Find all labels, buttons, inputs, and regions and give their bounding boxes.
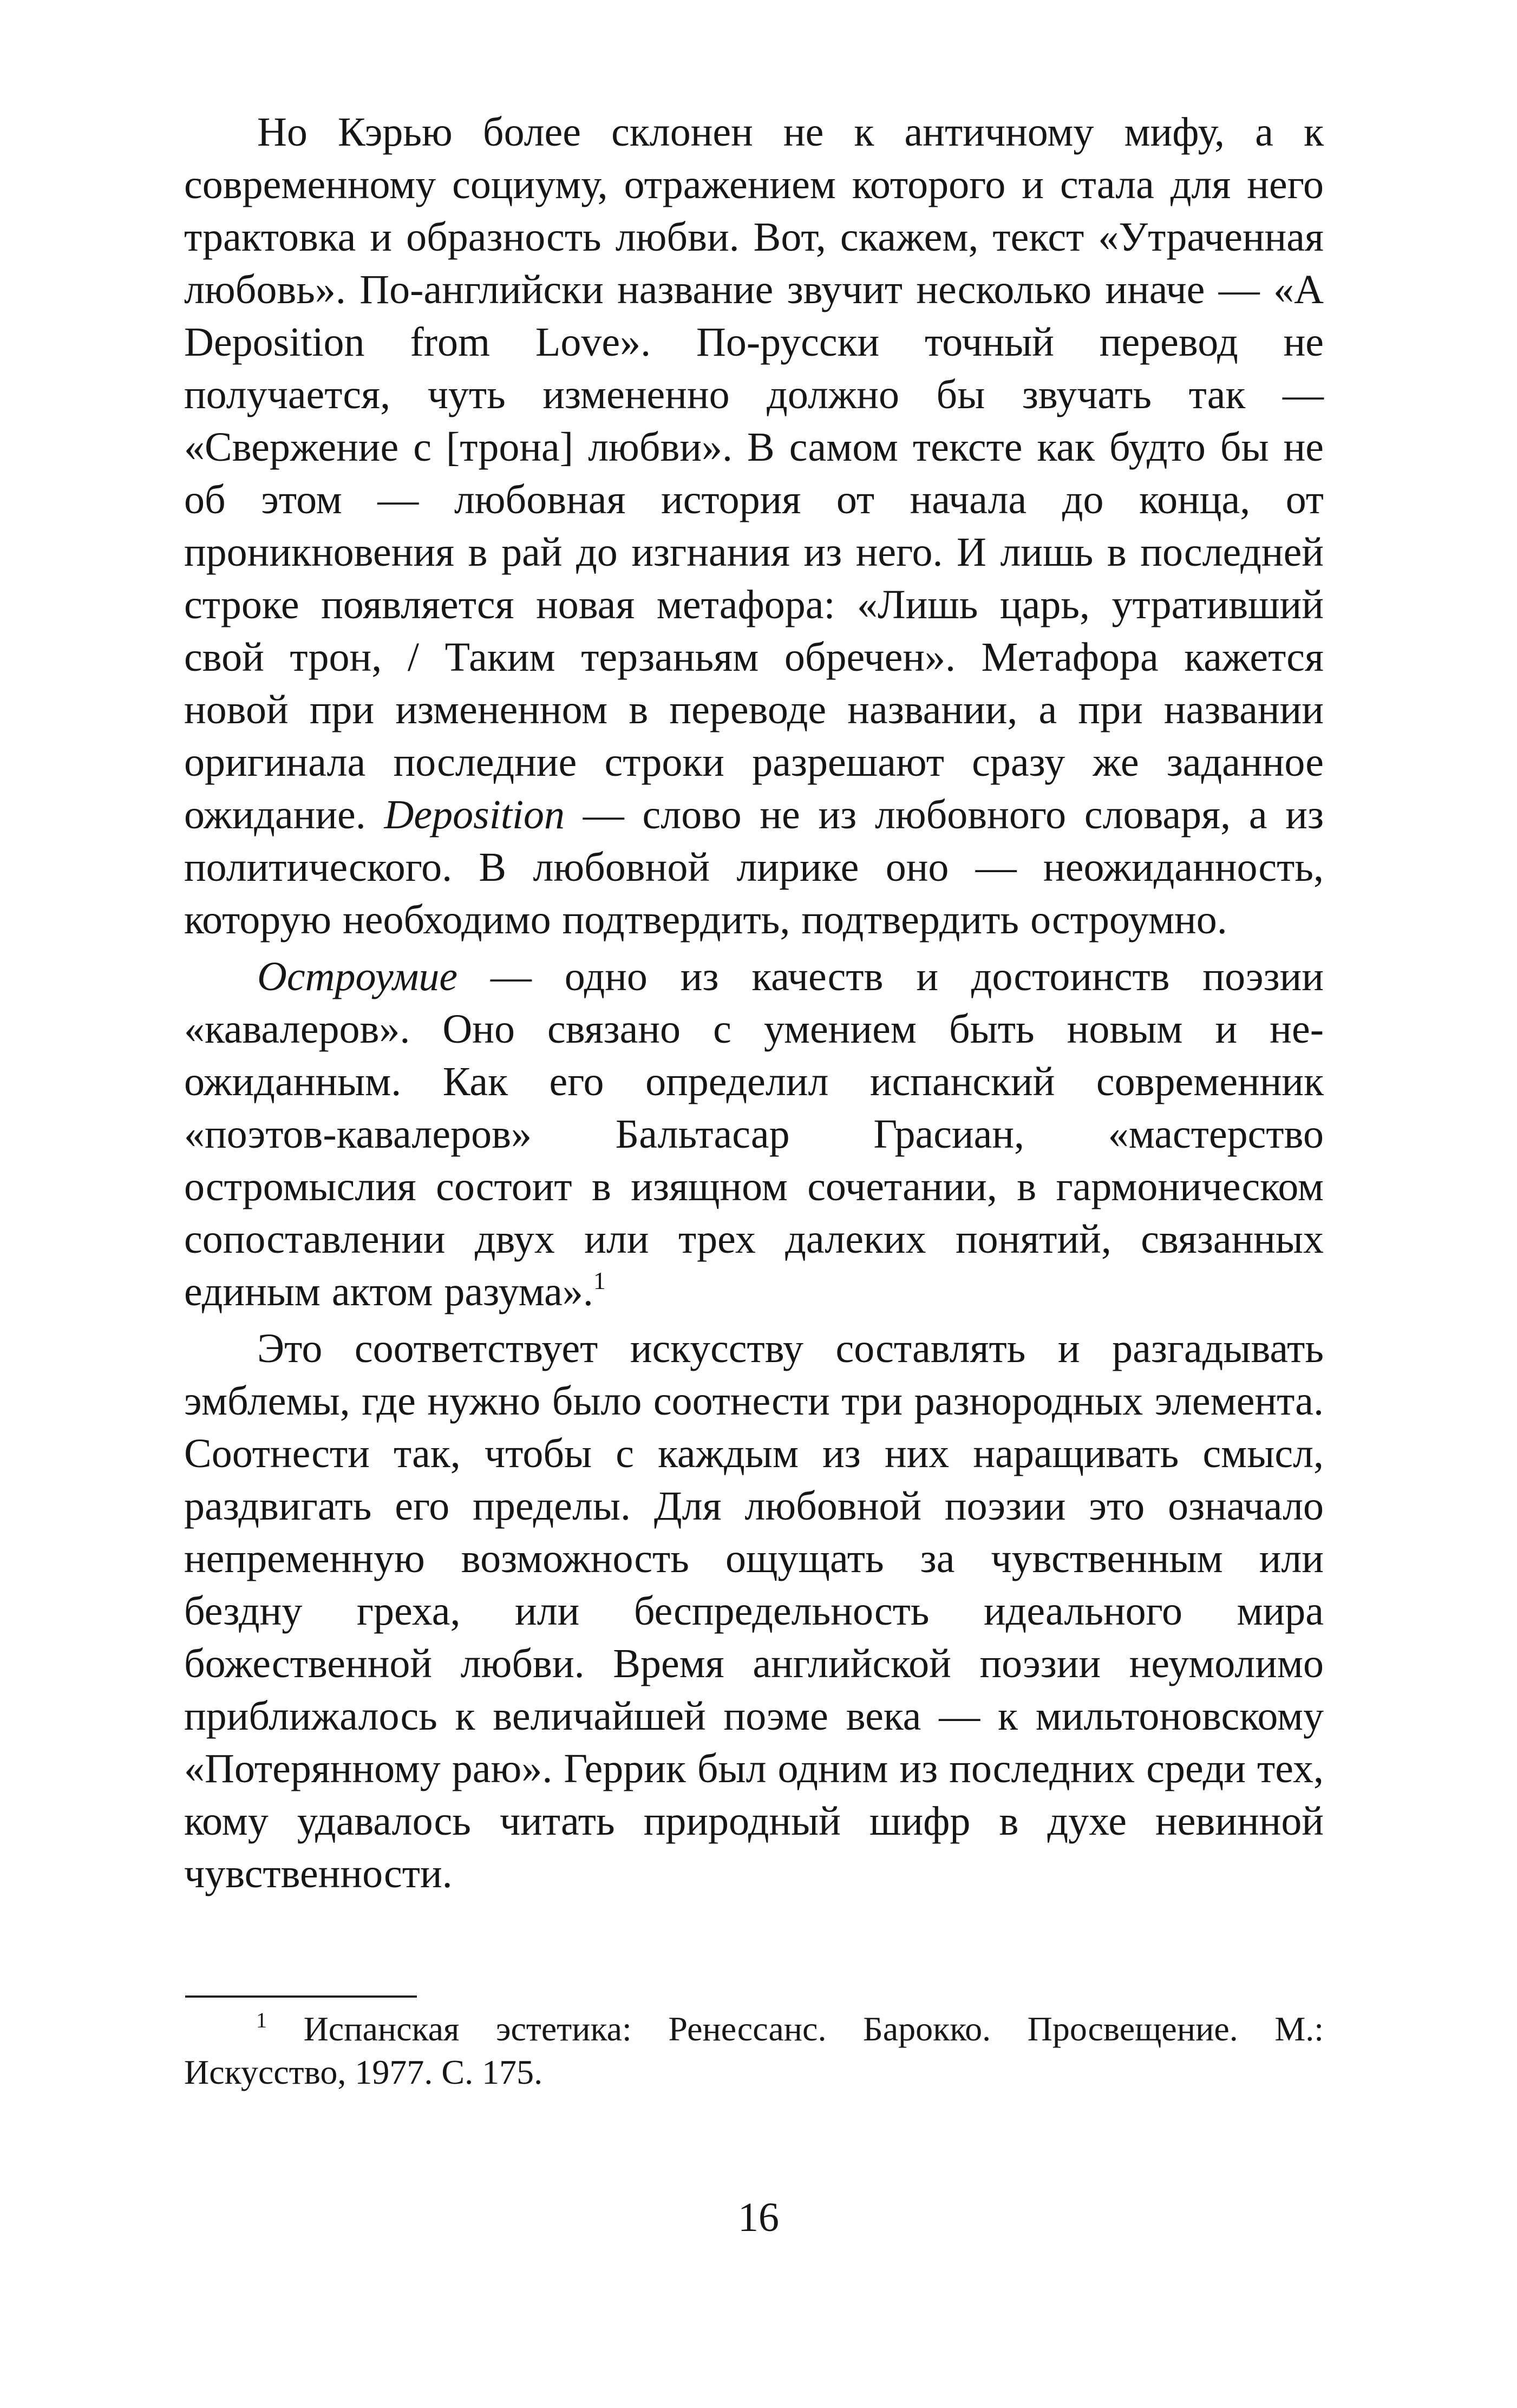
footnote-divider	[185, 1995, 417, 1998]
footnote-number: 1	[256, 2008, 267, 2032]
paragraph-1-text-2: — слово не из любовного словаря, а из политического. В любовной лирике оно — неожиданность, которую необходимо подтвердить, подтвердить остроумно.	[184, 792, 1324, 943]
paragraph-emblems	[184, 1323, 1324, 1900]
footnote	[184, 2007, 1324, 2094]
paragraph-carew-deposition	[184, 106, 1324, 946]
page-number: 16	[738, 2195, 779, 2240]
paragraph-2-text: — одно из качеств и достоинств поэзии «кавалеров». Оно связано с умением быть новым и неожиданным. Как его определил испанский современник «поэтов-кавалеров» Бальтасар Грасиан, «мастерство остромыслия состоит в изящном сочетании, в гармоническом сопоставлении двух или трех далеких понятий, связанных единым актом разума».	[184, 954, 1324, 1314]
italic-term-deposition: Deposition	[384, 792, 565, 837]
main-text	[184, 106, 1324, 1900]
footnote-marker: 1	[593, 1267, 606, 1294]
italic-term-wit: Остроумие	[257, 954, 458, 999]
paragraph-1-text-1: Но Кэрью более склонен не к античному мифу, а к современному социуму, отражением которого и стала для него трактовка и образность любви. Вот, скажем, текст «Утраченная любовь». По-английски название звучит несколько иначе — «A Deposition from Love». По-русски точный перевод не получается, чуть измененно должно бы звучать так — «Свержение с [трона] любви». В самом тексте как будто бы не об этом — любовная история от начала до конца, от проникновения в рай до изгнания из него. И лишь в последней строке появляется новая метафора: «Лишь царь, утративший свой трон, / Таким терзаньям обречен». Метафора кажется новой при измененном в переводе названии, а при названии оригинала последние строки разрешают сразу же заданное ожидание.	[184, 109, 1324, 837]
paragraph-wit	[184, 951, 1324, 1318]
footnote-text: Испанская эстетика: Ренессанс. Барокко. Просвещение. М.: Искусство, 1977. С. 175.	[184, 2010, 1324, 2091]
paragraph-3-text: Это соответствует искусству составлять и разгадывать эмблемы, где нужно было соотнести три разнородных элемента. Соотнести так, чтобы с каждым из них наращивать смысл, раздвигать его пределы. Для любовной поэзии это означало непременную возможность ощущать за чувственным или бездну греха, или беспредельность идеального мира божественной любви. Время английской поэзии неумолимо приближалось к величайшей поэме века — к мильтоновскому «Потерянному раю». Геррик был одним из последних среди тех, кому удавалось читать природный шифр в духе невинной чувственности.	[184, 1326, 1324, 1896]
